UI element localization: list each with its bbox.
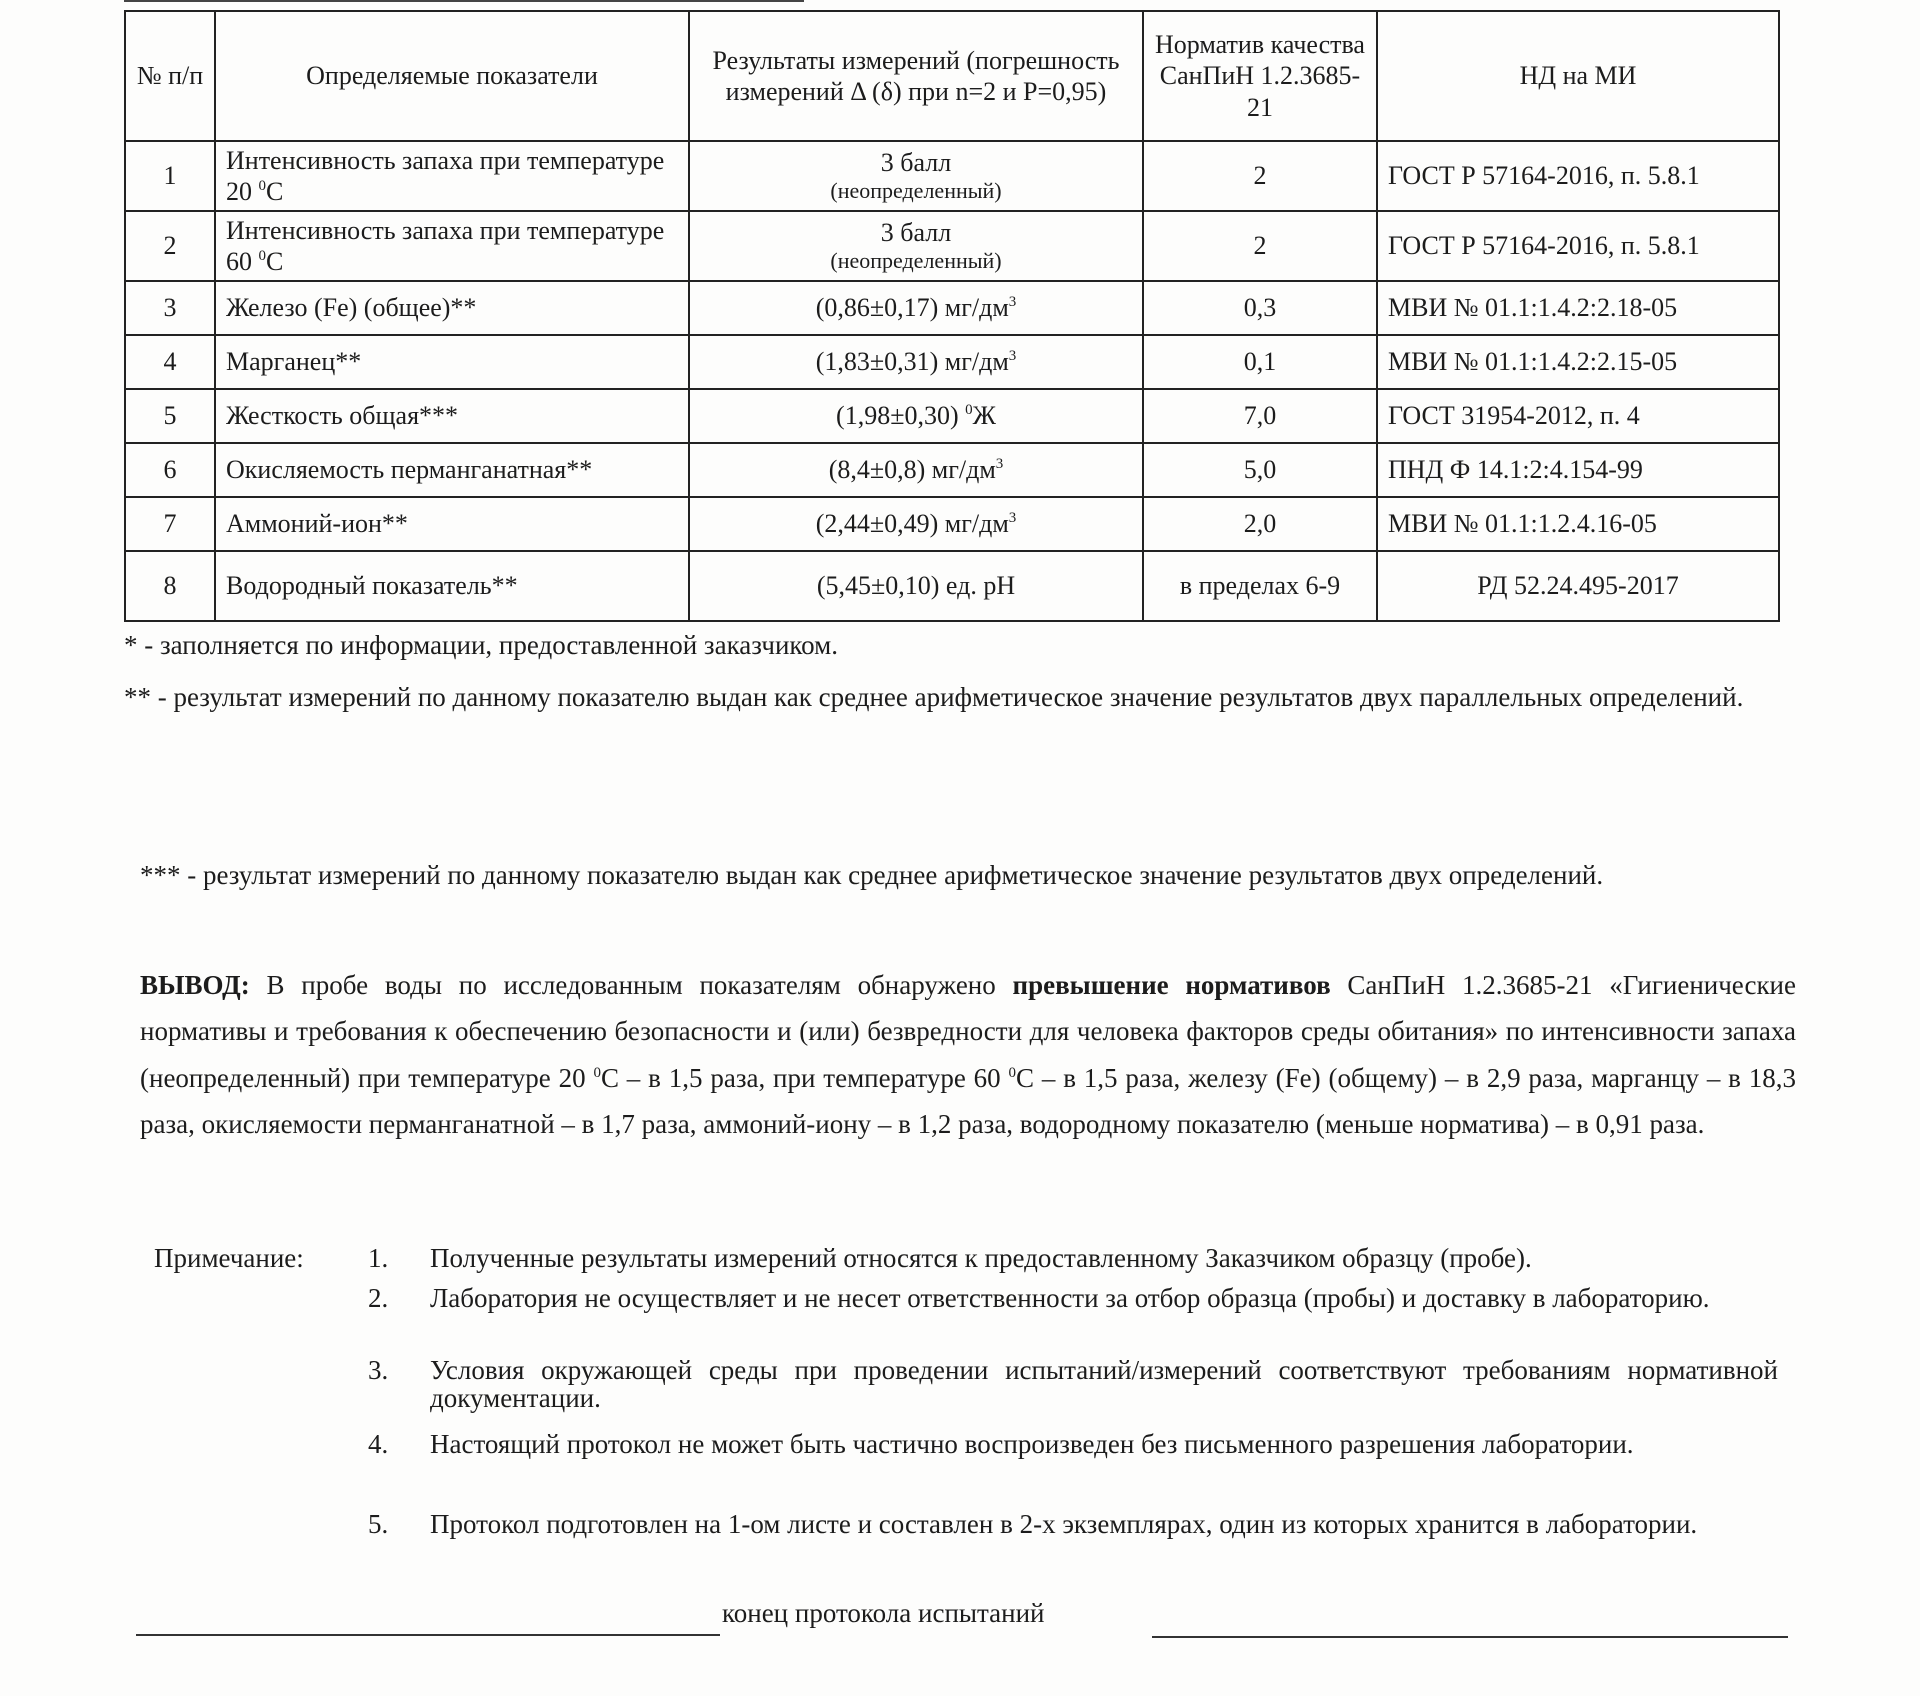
notes-label: Примечание: <box>154 1243 304 1273</box>
note-number: 3. <box>368 1355 389 1385</box>
table-row <box>125 389 1779 443</box>
unit-sup: 3 <box>1008 510 1017 527</box>
row-result <box>689 389 1143 443</box>
result-value: (5,45±0,10) ед. pH <box>816 571 1016 601</box>
header-indicator: Определяемые показатели <box>215 11 689 141</box>
result-note: (неопределенный) <box>830 248 1002 274</box>
table-row <box>125 551 1779 621</box>
conclusion-text-4: С – в 1,5 раза, железу (Fe) (общему) – в 2,9 раза, марганцу – в 18,3 раза, окисляемости перманганатной – в 1,7 раза, аммоний-иону – в 1,2 раза, водородному показателю (меньше норматива) – в 0,91 раза. <box>140 1062 1797 1140</box>
row-result <box>689 211 1143 281</box>
footnote-single-star: * - заполняется по информации, предоставленной заказчиком. <box>124 630 838 660</box>
footnote-triple-star: *** - результат измерений по данному показателю выдан как среднее арифметическое значение результатов двух определений. <box>140 860 1604 890</box>
table-row <box>125 141 1779 211</box>
unit-sup: 3 <box>1008 294 1017 311</box>
table-row <box>125 497 1779 551</box>
note-number: 4. <box>368 1429 389 1459</box>
row-result <box>689 443 1143 497</box>
row-nd: ПНД Ф 14.1:2:4.154-99 <box>1377 443 1779 497</box>
end-of-protocol <box>136 1598 1786 1638</box>
row-num: 5 <box>125 389 215 443</box>
unit-sup: 3 <box>1008 348 1017 365</box>
row-num: 3 <box>125 281 215 335</box>
row-norm: в пределах 6-9 <box>1143 551 1377 621</box>
result-value: (0,86±0,17) мг/дм <box>815 293 1009 323</box>
note-text: Условия окружающей среды при проведении испытаний/измерений соответствуют требованиям нормативной документации. <box>430 1355 1778 1414</box>
header-nd: НД на МИ <box>1377 11 1779 141</box>
row-num: 1 <box>125 141 215 211</box>
note-text: Лаборатория не осуществляет и не несет ответственности за отбор образца (пробы) и доставку в лабораторию. <box>430 1283 1710 1313</box>
note-item <box>368 1356 1778 1412</box>
note-number: 1. <box>368 1243 389 1273</box>
degree-sup: 0 <box>1008 1064 1017 1081</box>
row-nd: ГОСТ Р 57164-2016, п. 5.8.1 <box>1377 141 1779 211</box>
result-value: (8,4±0,8) мг/дм <box>828 455 996 485</box>
row-result <box>689 497 1143 551</box>
degree-sup: 0 <box>965 402 973 419</box>
conclusion-bold-text: превышение нормативов <box>1012 970 1331 1000</box>
result-unit: Ж <box>972 401 996 431</box>
row-result <box>689 141 1143 211</box>
end-rule-right <box>1152 1636 1788 1638</box>
row-nd: РД 52.24.495-2017 <box>1377 551 1779 621</box>
note-number: 2. <box>368 1283 389 1313</box>
footnote-double-star: ** - результат измерений по данному показателю выдан как среднее арифметическое значение результатов двух параллельных определений. <box>124 682 1744 712</box>
note-text: Полученные результаты измерений относятся к предоставленному Заказчиком образцу (пробе). <box>430 1243 1532 1273</box>
result-value: 3 балл <box>880 218 952 248</box>
header-result: Результаты измерений (погрешность измерений Δ (δ) при n=2 и P=0,95) <box>689 11 1143 141</box>
indicator-unit: C <box>266 247 284 276</box>
conclusion-paragraph <box>140 962 1796 1148</box>
row-nd: МВИ № 01.1:1.4.2:2.18-05 <box>1377 281 1779 335</box>
table-row <box>125 281 1779 335</box>
row-norm: 2 <box>1143 141 1377 211</box>
degree-sup: 0 <box>593 1064 601 1081</box>
indicator-text: Интенсивность запаха при температуре 60 <box>226 215 665 276</box>
row-result <box>689 281 1143 335</box>
indicator-text: Интенсивность запаха при температуре 20 <box>226 145 665 206</box>
table-row <box>125 211 1779 281</box>
row-indicator <box>215 141 689 211</box>
row-num: 6 <box>125 443 215 497</box>
row-indicator: Жесткость общая*** <box>215 389 689 443</box>
row-norm: 2,0 <box>1143 497 1377 551</box>
degree-sup: 0 <box>258 248 266 264</box>
row-result <box>689 551 1143 621</box>
row-indicator: Железо (Fe) (общее)** <box>215 281 689 335</box>
row-result <box>689 335 1143 389</box>
result-value: 3 балл <box>880 148 952 178</box>
end-of-protocol-text: конец протокола испытаний <box>722 1598 1045 1628</box>
table-row <box>125 443 1779 497</box>
note-text: Протокол подготовлен на 1-ом листе и составлен в 2-х экземплярах, один из которых хранится в лаборатории. <box>430 1509 1698 1539</box>
header-num: № п/п <box>125 11 215 141</box>
row-indicator: Водородный показатель** <box>215 551 689 621</box>
row-indicator: Аммоний-ион** <box>215 497 689 551</box>
row-nd: ГОСТ Р 57164-2016, п. 5.8.1 <box>1377 211 1779 281</box>
row-nd: МВИ № 01.1:1.2.4.16-05 <box>1377 497 1779 551</box>
result-value: (2,44±0,49) мг/дм <box>815 509 1009 539</box>
unit-sup: 3 <box>995 456 1004 473</box>
note-item <box>368 1510 1778 1538</box>
row-norm: 0,1 <box>1143 335 1377 389</box>
result-value: (1,98±0,30) <box>836 401 966 431</box>
row-num: 7 <box>125 497 215 551</box>
top-rule <box>124 0 804 2</box>
table-row <box>125 335 1779 389</box>
conclusion-label: ВЫВОД: <box>140 970 250 1000</box>
row-indicator <box>215 211 689 281</box>
note-item <box>368 1284 1778 1312</box>
results-table <box>124 10 1780 622</box>
row-norm: 5,0 <box>1143 443 1377 497</box>
row-nd: ГОСТ 31954-2012, п. 4 <box>1377 389 1779 443</box>
row-indicator: Окисляемость перманганатная** <box>215 443 689 497</box>
note-item <box>368 1244 1778 1272</box>
table-header-row <box>125 11 1779 141</box>
note-text: Настоящий протокол не может быть частично воспроизведен без письменного разрешения лаборатории. <box>430 1429 1634 1459</box>
result-note: (неопределенный) <box>830 178 1002 204</box>
indicator-unit: C <box>266 177 284 206</box>
row-num: 4 <box>125 335 215 389</box>
note-number: 5. <box>368 1509 389 1539</box>
note-item <box>368 1430 1778 1458</box>
result-value: (1,83±0,31) мг/дм <box>815 347 1009 377</box>
row-num: 2 <box>125 211 215 281</box>
end-rule-left <box>136 1634 720 1636</box>
degree-sup: 0 <box>258 178 266 194</box>
conclusion-text-1: В пробе воды по исследованным показателям обнаружено <box>249 970 1013 1000</box>
row-nd: МВИ № 01.1:1.4.2:2.15-05 <box>1377 335 1779 389</box>
row-norm: 2 <box>1143 211 1377 281</box>
row-indicator: Марганец** <box>215 335 689 389</box>
row-norm: 7,0 <box>1143 389 1377 443</box>
conclusion-text-3: С – в 1,5 раза, при температуре 60 <box>600 1062 1009 1093</box>
row-norm: 0,3 <box>1143 281 1377 335</box>
conclusion-text-2: СанПиН 1.2.3685-21 «Гигиенические нормативы и требования к обеспечению безопасности и (или) безвредности для человека факторов среды обитания» по интенсивности запаха (неопределенный) при температуре 20 <box>140 970 1796 1093</box>
header-norm: Норматив качества СанПиН 1.2.3685-21 <box>1143 11 1377 141</box>
row-num: 8 <box>125 551 215 621</box>
